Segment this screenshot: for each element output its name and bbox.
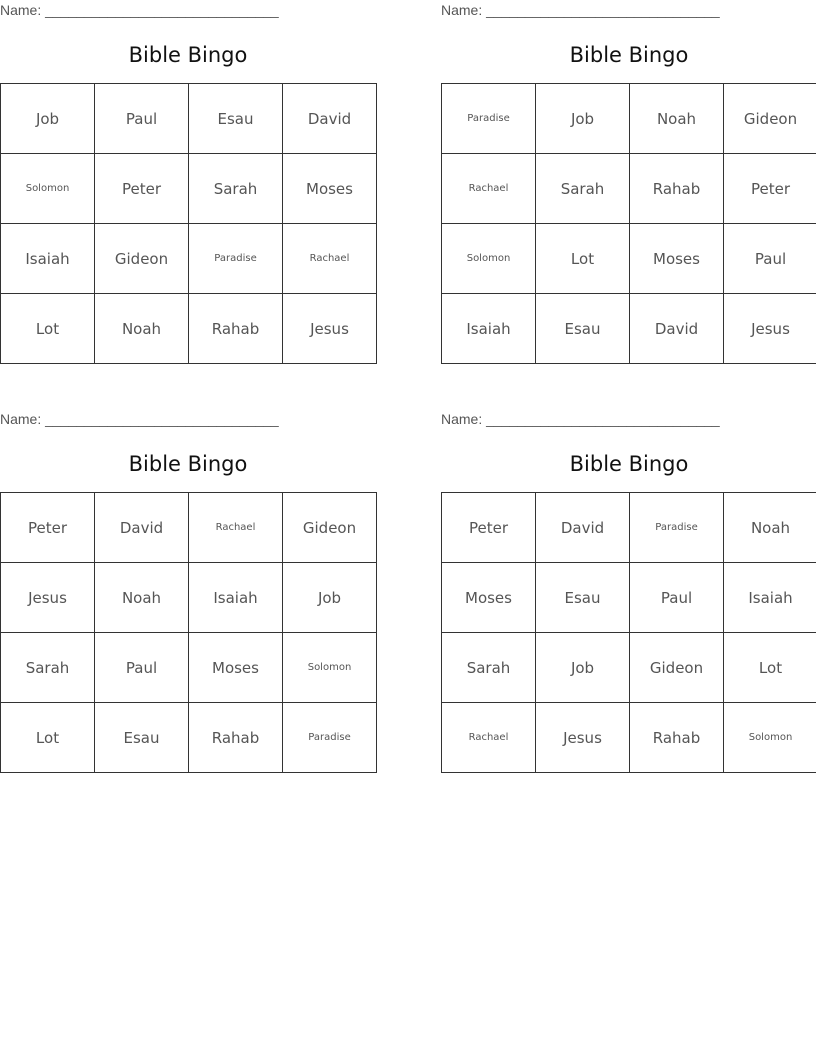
bingo-cell: Job [283, 563, 377, 633]
bingo-cell: Sarah [1, 633, 95, 703]
bingo-cell: Noah [724, 493, 816, 563]
bingo-cell: Sarah [189, 154, 283, 224]
bingo-cell: Paradise [189, 224, 283, 294]
bingo-cell: Paul [630, 563, 724, 633]
bingo-cell: David [536, 493, 630, 563]
bingo-cell: David [283, 84, 377, 154]
grid-row [1, 224, 377, 294]
bingo-cell: Gideon [95, 224, 189, 294]
bingo-cell: Isaiah [1, 224, 95, 294]
bingo-cell: Esau [536, 294, 630, 364]
grid-row [1, 703, 377, 773]
bingo-grid [0, 83, 377, 364]
bingo-cell: Solomon [283, 633, 377, 703]
card-title: Bible Bingo [128, 452, 248, 476]
bingo-cell: Solomon [1, 154, 95, 224]
bingo-cell: Rahab [630, 154, 724, 224]
bingo-cell: Isaiah [724, 563, 816, 633]
bingo-cell: Moses [630, 224, 724, 294]
bingo-cell: Paradise [630, 493, 724, 563]
bingo-cell: Solomon [724, 703, 816, 773]
bingo-cell: Moses [442, 563, 536, 633]
bingo-cell: Paul [95, 633, 189, 703]
bingo-cell: Rachael [189, 493, 283, 563]
bingo-cell: Rahab [189, 294, 283, 364]
bingo-grid [441, 83, 816, 364]
card-title: Bible Bingo [569, 43, 689, 67]
bingo-cell: Gideon [724, 84, 816, 154]
bingo-cell: David [630, 294, 724, 364]
grid-row [442, 294, 816, 364]
bingo-cell: Gideon [283, 493, 377, 563]
bingo-cell: Rachael [442, 703, 536, 773]
bingo-cell: Sarah [442, 633, 536, 703]
bingo-cell: Rachael [442, 154, 536, 224]
grid-row [442, 563, 816, 633]
bingo-cell: Peter [442, 493, 536, 563]
bingo-cell: Paradise [283, 703, 377, 773]
bingo-cell: Job [536, 84, 630, 154]
grid-row [1, 154, 377, 224]
bingo-cell: David [95, 493, 189, 563]
bingo-cell: Esau [189, 84, 283, 154]
bingo-cell: Rahab [630, 703, 724, 773]
grid-row [1, 633, 377, 703]
bingo-cell: Sarah [536, 154, 630, 224]
grid-row [1, 84, 377, 154]
bingo-cell: Rahab [189, 703, 283, 773]
bingo-cell: Job [536, 633, 630, 703]
grid-row [442, 224, 816, 294]
bingo-cell: Lot [1, 294, 95, 364]
grid-row [442, 493, 816, 563]
bingo-cell: Noah [630, 84, 724, 154]
bingo-cell: Peter [95, 154, 189, 224]
grid-row [442, 703, 816, 773]
bingo-cell: Lot [536, 224, 630, 294]
bingo-cell: Moses [189, 633, 283, 703]
bingo-cell: Job [1, 84, 95, 154]
bingo-cell: Lot [1, 703, 95, 773]
bingo-grid [441, 492, 816, 773]
name-field-label: Name: ______________________________ [441, 411, 720, 427]
bingo-cell: Isaiah [442, 294, 536, 364]
grid-row [442, 84, 816, 154]
name-field-label: Name: ______________________________ [441, 2, 720, 18]
name-field-label: Name: ______________________________ [0, 2, 279, 18]
bingo-cell: Jesus [1, 563, 95, 633]
bingo-cell: Lot [724, 633, 816, 703]
grid-row [1, 493, 377, 563]
grid-row [442, 633, 816, 703]
card-title: Bible Bingo [569, 452, 689, 476]
bingo-grid [0, 492, 377, 773]
bingo-cell: Isaiah [189, 563, 283, 633]
bingo-cell: Paul [95, 84, 189, 154]
bingo-cell: Esau [95, 703, 189, 773]
name-field-label: Name: ______________________________ [0, 411, 279, 427]
bingo-cell: Jesus [536, 703, 630, 773]
bingo-cell: Paradise [442, 84, 536, 154]
bingo-cell: Peter [1, 493, 95, 563]
bingo-cell: Solomon [442, 224, 536, 294]
bingo-cell: Gideon [630, 633, 724, 703]
bingo-cell: Noah [95, 294, 189, 364]
bingo-cell: Esau [536, 563, 630, 633]
card-title: Bible Bingo [128, 43, 248, 67]
bingo-cell: Paul [724, 224, 816, 294]
bingo-cell: Moses [283, 154, 377, 224]
bingo-cell: Rachael [283, 224, 377, 294]
bingo-cell: Jesus [283, 294, 377, 364]
bingo-cell: Jesus [724, 294, 816, 364]
grid-row [1, 563, 377, 633]
bingo-cell: Noah [95, 563, 189, 633]
grid-row [1, 294, 377, 364]
grid-row [442, 154, 816, 224]
bingo-cell: Peter [724, 154, 816, 224]
